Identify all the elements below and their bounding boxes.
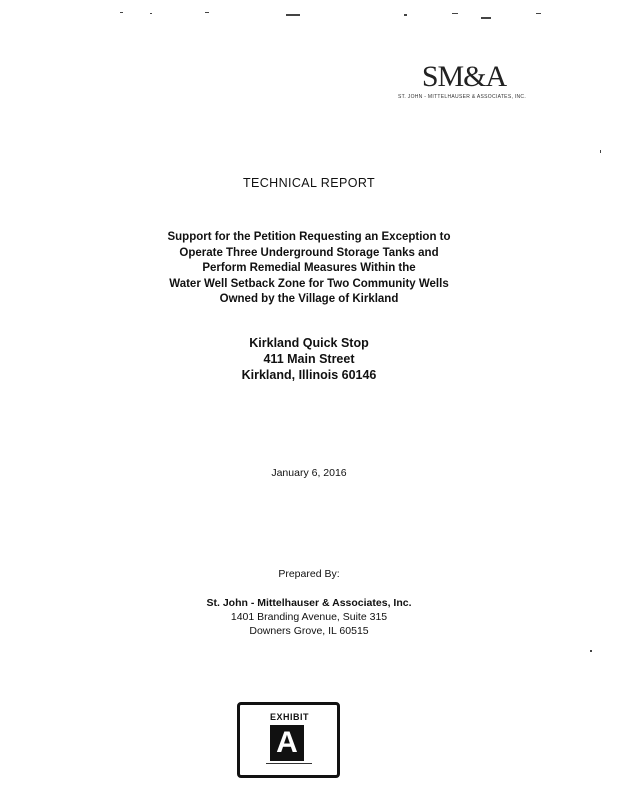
subject-line: Perform Remedial Measures Within the: [202, 262, 416, 274]
site-street: 411 Main Street: [263, 352, 355, 366]
subject-line: Owned by the Village of Kirkland: [219, 293, 399, 305]
site-address: [0, 335, 618, 383]
firm-name: St. John - Mittelhauser & Associates, Inc.: [206, 597, 412, 609]
subject-line: Water Well Setback Zone for Two Community Wells: [169, 277, 449, 290]
preparer-block: [0, 596, 618, 638]
site-city: Kirkland, Illinois 60146: [241, 368, 377, 382]
report-date: January 6, 2016: [271, 467, 347, 479]
subject-line: Support for the Petition Requesting an Exception to: [167, 231, 451, 243]
firm-address-line: Downers Grove, IL 60515: [249, 625, 369, 637]
prepared-by-label: Prepared By:: [278, 568, 340, 580]
exhibit-rule: [266, 763, 312, 764]
company-logo: [392, 60, 532, 104]
report-subject: [0, 230, 618, 308]
exhibit-letter: A: [270, 725, 304, 761]
firm-address-line: 1401 Branding Avenue, Suite 315: [230, 611, 388, 623]
site-name: Kirkland Quick Stop: [249, 336, 369, 350]
logo-tagline: ST. JOHN - MITTELHAUSER & ASSOCIATES, INC.: [397, 94, 527, 100]
report-label: TECHNICAL REPORT: [242, 176, 376, 190]
subject-line: Operate Three Underground Storage Tanks and: [179, 246, 439, 259]
logo-mark: SM&A: [421, 60, 507, 93]
exhibit-label: EXHIBIT: [270, 712, 310, 722]
exhibit-sticker: [237, 702, 340, 778]
